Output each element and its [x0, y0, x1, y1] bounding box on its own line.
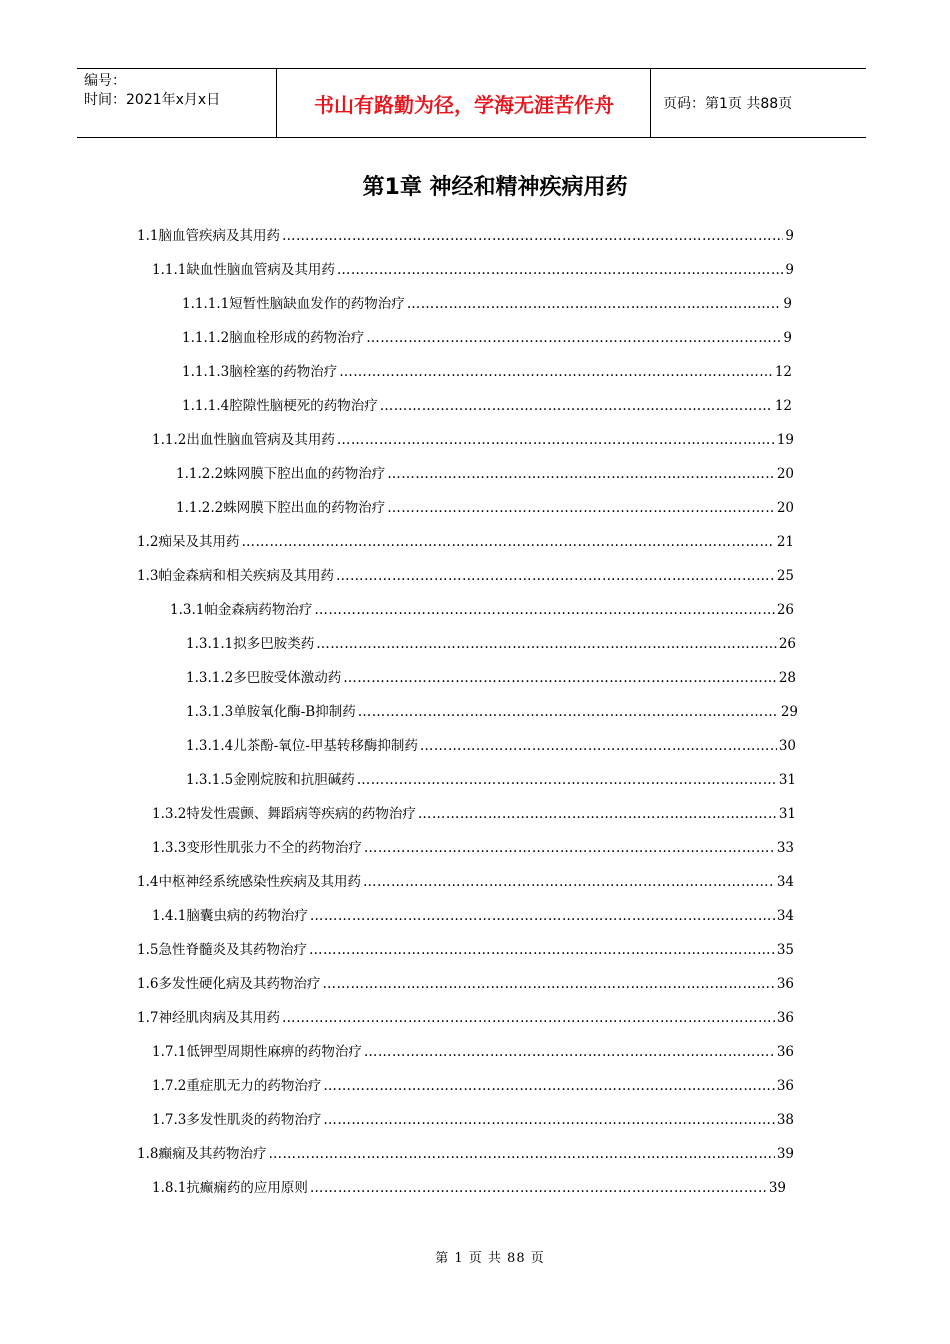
toc-entry-label: 1.1.1.4腔隙性脑梗死的药物治疗: [182, 398, 378, 414]
toc-entry-label: 1.1.2.2蛛网膜下腔出血的药物治疗: [176, 500, 386, 516]
toc-leader-dots: [337, 430, 775, 450]
toc-leader-dots: [268, 1144, 774, 1164]
toc-entry[interactable]: [182, 396, 792, 416]
toc-leader-dots: [380, 396, 773, 416]
toc-entry-page: 9: [783, 296, 792, 312]
toc-entry[interactable]: [152, 430, 794, 450]
toc-entry-page: 9: [785, 262, 794, 278]
toc-entry[interactable]: [186, 736, 796, 756]
toc-leader-dots: [337, 260, 784, 280]
toc-entry-label: 1.1.1.3脑栓塞的药物治疗: [182, 364, 338, 380]
toc-entry-label: 1.8癫痫及其药物治疗: [137, 1146, 267, 1162]
toc-entry-label: 1.8.1抗癫痫药的应用原则: [152, 1180, 308, 1196]
toc-entry-label: 1.3.2特发性震颤、舞蹈病等疾病的药物治疗: [152, 806, 416, 822]
toc-entry[interactable]: [186, 668, 796, 688]
toc-entry-page: 39: [768, 1180, 786, 1196]
toc-entry[interactable]: [152, 1110, 794, 1130]
toc-entry[interactable]: [182, 362, 792, 382]
toc-leader-dots: [364, 1042, 775, 1062]
toc-leader-dots: [339, 362, 773, 382]
toc-entry-page: 36: [776, 1010, 794, 1026]
toc-leader-dots: [310, 906, 775, 926]
motto: 书山有路勤为径，学海无涯苦作舟: [314, 92, 614, 117]
toc-entry-page: 35: [776, 942, 794, 958]
toc-entry[interactable]: [137, 1144, 794, 1164]
toc-entry-page: 29: [780, 704, 798, 720]
toc-entry-page: 36: [776, 1044, 794, 1060]
toc-entry-label: 1.3.1.4儿茶酚-氧位-甲基转移酶抑制药: [186, 738, 418, 754]
toc-leader-dots: [310, 1178, 767, 1198]
toc-entry-label: 1.1.2出血性脑血管病及其用药: [152, 432, 335, 448]
toc-entry[interactable]: [186, 702, 798, 722]
toc-entry-page: 20: [776, 500, 794, 516]
toc-leader-dots: [309, 940, 775, 960]
page-footer: 第 1 页 共 88 页: [435, 1251, 545, 1266]
time-label: 时间：2021年x月x日: [84, 92, 221, 108]
toc-entry[interactable]: [152, 838, 794, 858]
toc-entry-label: 1.5急性脊髓炎及其药物治疗: [137, 942, 307, 958]
toc-entry-page: 34: [776, 908, 794, 924]
toc-entry-label: 1.7神经肌肉病及其用药: [137, 1010, 280, 1026]
toc-leader-dots: [387, 498, 775, 518]
toc-entry[interactable]: [186, 634, 796, 654]
toc-leader-dots: [241, 532, 774, 552]
toc-entry[interactable]: [152, 906, 794, 926]
toc-entry-page: 34: [776, 874, 794, 890]
toc-leader-dots: [336, 566, 775, 586]
toc-entry-label: 1.4.1脑囊虫病的药物治疗: [152, 908, 308, 924]
page-header: [77, 68, 866, 138]
toc-entry-label: 1.7.2重症肌无力的药物治疗: [152, 1078, 322, 1094]
toc-entry-page: 38: [776, 1112, 794, 1128]
toc-entry-label: 1.3.3变形性肌张力不全的药物治疗: [152, 840, 362, 856]
toc-entry-label: 1.7.1低钾型周期性麻痹的药物治疗: [152, 1044, 362, 1060]
toc-entry-label: 1.3.1.5金刚烷胺和抗胆碱药: [186, 772, 355, 788]
toc-leader-dots: [407, 294, 782, 314]
toc-entry-label: 1.7.3多发性肌炎的药物治疗: [152, 1112, 322, 1128]
toc-entry-page: 9: [785, 228, 794, 244]
toc-entry-page: 36: [776, 1078, 794, 1094]
toc-leader-dots: [418, 804, 777, 824]
toc-entry[interactable]: [137, 974, 794, 994]
toc-leader-dots: [358, 702, 779, 722]
toc-entry-page: 31: [778, 806, 796, 822]
chapter-title: 第1章 神经和精神疾病用药: [362, 175, 628, 200]
toc-entry[interactable]: [137, 566, 794, 586]
page-code: 页码：第1页 共88页: [663, 96, 793, 112]
toc-entry-page: 25: [776, 568, 794, 584]
toc-leader-dots: [314, 600, 774, 620]
toc-entry-label: 1.2痴呆及其用药: [137, 534, 240, 550]
toc-leader-dots: [364, 838, 775, 858]
toc-leader-dots: [343, 668, 777, 688]
toc-entry[interactable]: [182, 328, 792, 348]
toc-entry-label: 1.3帕金森病和相关疾病及其用药: [137, 568, 334, 584]
toc-entry-label: 1.1.1缺血性脑血管病及其用药: [152, 262, 335, 278]
header-meta: [77, 69, 277, 137]
toc-entry[interactable]: [152, 1076, 794, 1096]
toc-entry-page: 39: [776, 1146, 794, 1162]
toc-entry-label: 1.3.1帕金森病药物治疗: [170, 602, 313, 618]
toc-entry-label: 1.1.1.2脑血栓形成的药物治疗: [182, 330, 365, 346]
toc-leader-dots: [323, 1110, 774, 1130]
toc-entry-label: 1.4中枢神经系统感染性疾病及其用药: [137, 874, 361, 890]
toc-entry-page: 30: [778, 738, 796, 754]
toc-entry[interactable]: [137, 940, 794, 960]
toc-entry[interactable]: [176, 498, 794, 518]
toc-leader-dots: [282, 226, 783, 246]
toc-entry-page: 31: [778, 772, 796, 788]
toc-entry[interactable]: [186, 770, 796, 790]
toc-leader-dots: [323, 1076, 774, 1096]
toc-entry[interactable]: [170, 600, 794, 620]
toc-entry-page: 36: [776, 976, 794, 992]
toc-entry-label: 1.6多发性硬化病及其药物治疗: [137, 976, 321, 992]
toc-leader-dots: [316, 634, 777, 654]
number-label: 编号：: [84, 73, 126, 89]
toc-leader-dots: [363, 872, 775, 892]
toc-entry-page: 12: [774, 364, 792, 380]
toc-entry-page: 12: [774, 398, 792, 414]
toc-entry[interactable]: [152, 804, 796, 824]
toc-entry-page: 20: [776, 466, 794, 482]
toc-entry-page: 33: [776, 840, 794, 856]
toc-entry[interactable]: [176, 464, 794, 484]
toc-entry[interactable]: [137, 872, 794, 892]
toc-entry-page: 19: [776, 432, 794, 448]
toc-entry[interactable]: [137, 532, 794, 552]
toc-entry[interactable]: [152, 1042, 794, 1062]
toc-leader-dots: [387, 464, 775, 484]
toc-entry[interactable]: [137, 1008, 794, 1028]
toc-entry-page: 28: [778, 670, 796, 686]
header-motto-cell: [278, 69, 651, 137]
toc-entry-page: 26: [778, 636, 796, 652]
toc-entry[interactable]: [137, 226, 794, 246]
toc-entry-label: 1.1.1.1短暂性脑缺血发作的药物治疗: [182, 296, 405, 312]
toc-leader-dots: [366, 328, 781, 348]
toc-entry-page: 26: [776, 602, 794, 618]
toc-leader-dots: [282, 1008, 775, 1028]
toc-entry-page: 21: [776, 534, 794, 550]
toc-entry-page: 9: [783, 330, 792, 346]
header-page-code-cell: [651, 69, 866, 137]
toc-entry[interactable]: [152, 1178, 786, 1198]
toc-entry-label: 1.3.1.1拟多巴胺类药: [186, 636, 315, 652]
toc-entry[interactable]: [152, 260, 794, 280]
toc-entry-label: 1.3.1.2多巴胺受体激动药: [186, 670, 342, 686]
toc-leader-dots: [420, 736, 777, 756]
toc-leader-dots: [357, 770, 777, 790]
toc-entry-label: 1.1脑血管疾病及其用药: [137, 228, 280, 244]
toc-leader-dots: [322, 974, 774, 994]
toc-entry-label: 1.1.2.2蛛网膜下腔出血的药物治疗: [176, 466, 386, 482]
toc-entry[interactable]: [182, 294, 792, 314]
toc-entry-label: 1.3.1.3单胺氧化酶-B抑制药: [186, 704, 356, 720]
